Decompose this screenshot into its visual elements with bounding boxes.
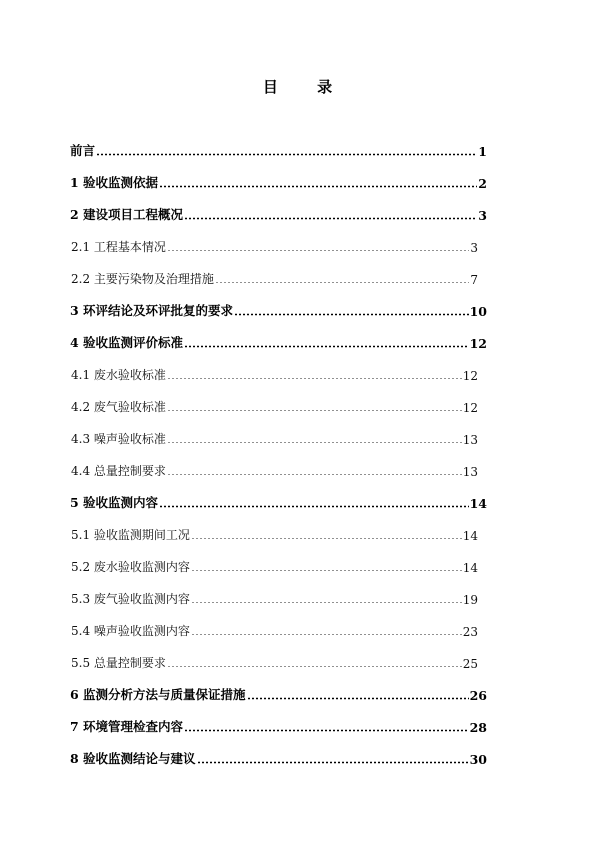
toc-entry-8[interactable]: [70, 747, 487, 767]
toc-entry-5[interactable]: [70, 491, 487, 511]
toc-entry-5-3[interactable]: [71, 587, 478, 607]
dot-leader: [184, 345, 469, 348]
toc-entry-page: 7: [470, 273, 478, 287]
toc-entry-label: 2.1 工程基本情况: [71, 240, 166, 254]
toc-entry-4[interactable]: [70, 331, 487, 351]
toc-entry-page: 10: [469, 304, 487, 319]
toc-entry-4-4[interactable]: [71, 459, 478, 479]
toc-entry-label: 4.2 废气验收标准: [71, 400, 166, 414]
toc-entry-page: 14: [462, 561, 478, 575]
toc-entry-page: 26: [469, 688, 487, 703]
toc-entry-label: 4.4 总量控制要求: [71, 464, 166, 478]
toc-entry-label: 5.2 废水验收监测内容: [71, 560, 190, 574]
title-part-2: 录: [317, 78, 333, 96]
dot-leader: [215, 281, 469, 284]
toc-entry-4-2[interactable]: [71, 395, 478, 415]
toc-entry-page: 3: [478, 208, 487, 223]
toc-entry-3[interactable]: [70, 299, 487, 319]
dot-leader: [191, 601, 462, 604]
toc-entry-label: 5.4 噪声验收监测内容: [71, 624, 190, 638]
dot-leader: [159, 185, 477, 188]
dot-leader: [167, 249, 469, 252]
toc-entry-5-4[interactable]: [71, 619, 478, 639]
dot-leader: [184, 217, 477, 220]
dot-leader: [191, 537, 462, 540]
toc-entry-label: 5.1 验收监测期间工况: [71, 528, 190, 542]
toc-entry-5-2[interactable]: [71, 555, 478, 575]
dot-leader: [247, 697, 469, 700]
dot-leader: [159, 505, 469, 508]
toc-entry-5-5[interactable]: [71, 651, 478, 671]
toc-entry-label: 1 验收监测依据: [70, 175, 159, 190]
toc-entry-2[interactable]: [70, 203, 487, 223]
toc-entry-label: 4.3 噪声验收标准: [71, 432, 166, 446]
toc-entry-page: 12: [462, 401, 478, 415]
toc-entry-4-3[interactable]: [71, 427, 478, 447]
dot-leader: [191, 633, 462, 636]
toc-entry-preface[interactable]: [70, 139, 487, 159]
toc-entry-label: 6 监测分析方法与质量保证措施: [70, 687, 246, 702]
dot-leader: [197, 761, 469, 764]
toc-entry-5-1[interactable]: [71, 523, 478, 543]
dot-leader: [234, 313, 469, 316]
dot-leader: [184, 729, 469, 732]
toc-entry-label: 前言: [70, 143, 96, 158]
toc-entry-page: 12: [462, 369, 478, 383]
dot-leader: [167, 665, 462, 668]
dot-leader: [96, 153, 477, 156]
toc-entry-7[interactable]: [70, 715, 487, 735]
toc-entry-label: 2.2 主要污染物及治理措施: [71, 272, 214, 286]
toc-entry-1[interactable]: [70, 171, 487, 191]
toc-entry-label: 8 验收监测结论与建议: [70, 751, 196, 766]
toc-entry-label: 5.5 总量控制要求: [71, 656, 166, 670]
toc-entry-label: 7 环境管理检查内容: [70, 719, 184, 734]
toc-entry-page: 13: [462, 465, 478, 479]
page-title: [0, 76, 595, 97]
dot-leader: [191, 569, 462, 572]
dot-leader: [167, 409, 462, 412]
toc-entry-page: 3: [470, 241, 478, 255]
toc-entry-page: 2: [478, 176, 487, 191]
toc-entry-page: 25: [462, 657, 478, 671]
toc-entry-label: 5.3 废气验收监测内容: [71, 592, 190, 606]
toc-entry-page: 19: [462, 593, 478, 607]
dot-leader: [167, 377, 462, 380]
toc-entry-page: 13: [462, 433, 478, 447]
toc-entry-label: 4 验收监测评价标准: [70, 335, 184, 350]
toc-entry-4-1[interactable]: [71, 363, 478, 383]
toc-entry-page: 1: [478, 144, 487, 159]
toc-entry-page: 23: [462, 625, 478, 639]
toc-entry-label: 4.1 废水验收标准: [71, 368, 166, 382]
toc-entry-6[interactable]: [70, 683, 487, 703]
toc-entry-2-2[interactable]: [71, 267, 478, 287]
title-part-1: 目: [262, 78, 278, 96]
toc-entry-page: 28: [469, 720, 487, 735]
toc-entry-page: 14: [469, 496, 487, 511]
toc-entry-page: 14: [462, 529, 478, 543]
dot-leader: [167, 441, 462, 444]
toc-entry-2-1[interactable]: [71, 235, 478, 255]
toc-entry-label: 5 验收监测内容: [70, 495, 159, 510]
toc-entry-label: 2 建设项目工程概况: [70, 207, 184, 222]
dot-leader: [167, 473, 462, 476]
toc-entry-page: 30: [469, 752, 487, 767]
toc-entry-label: 3 环评结论及环评批复的要求: [70, 303, 234, 318]
toc-entry-page: 12: [469, 336, 487, 351]
